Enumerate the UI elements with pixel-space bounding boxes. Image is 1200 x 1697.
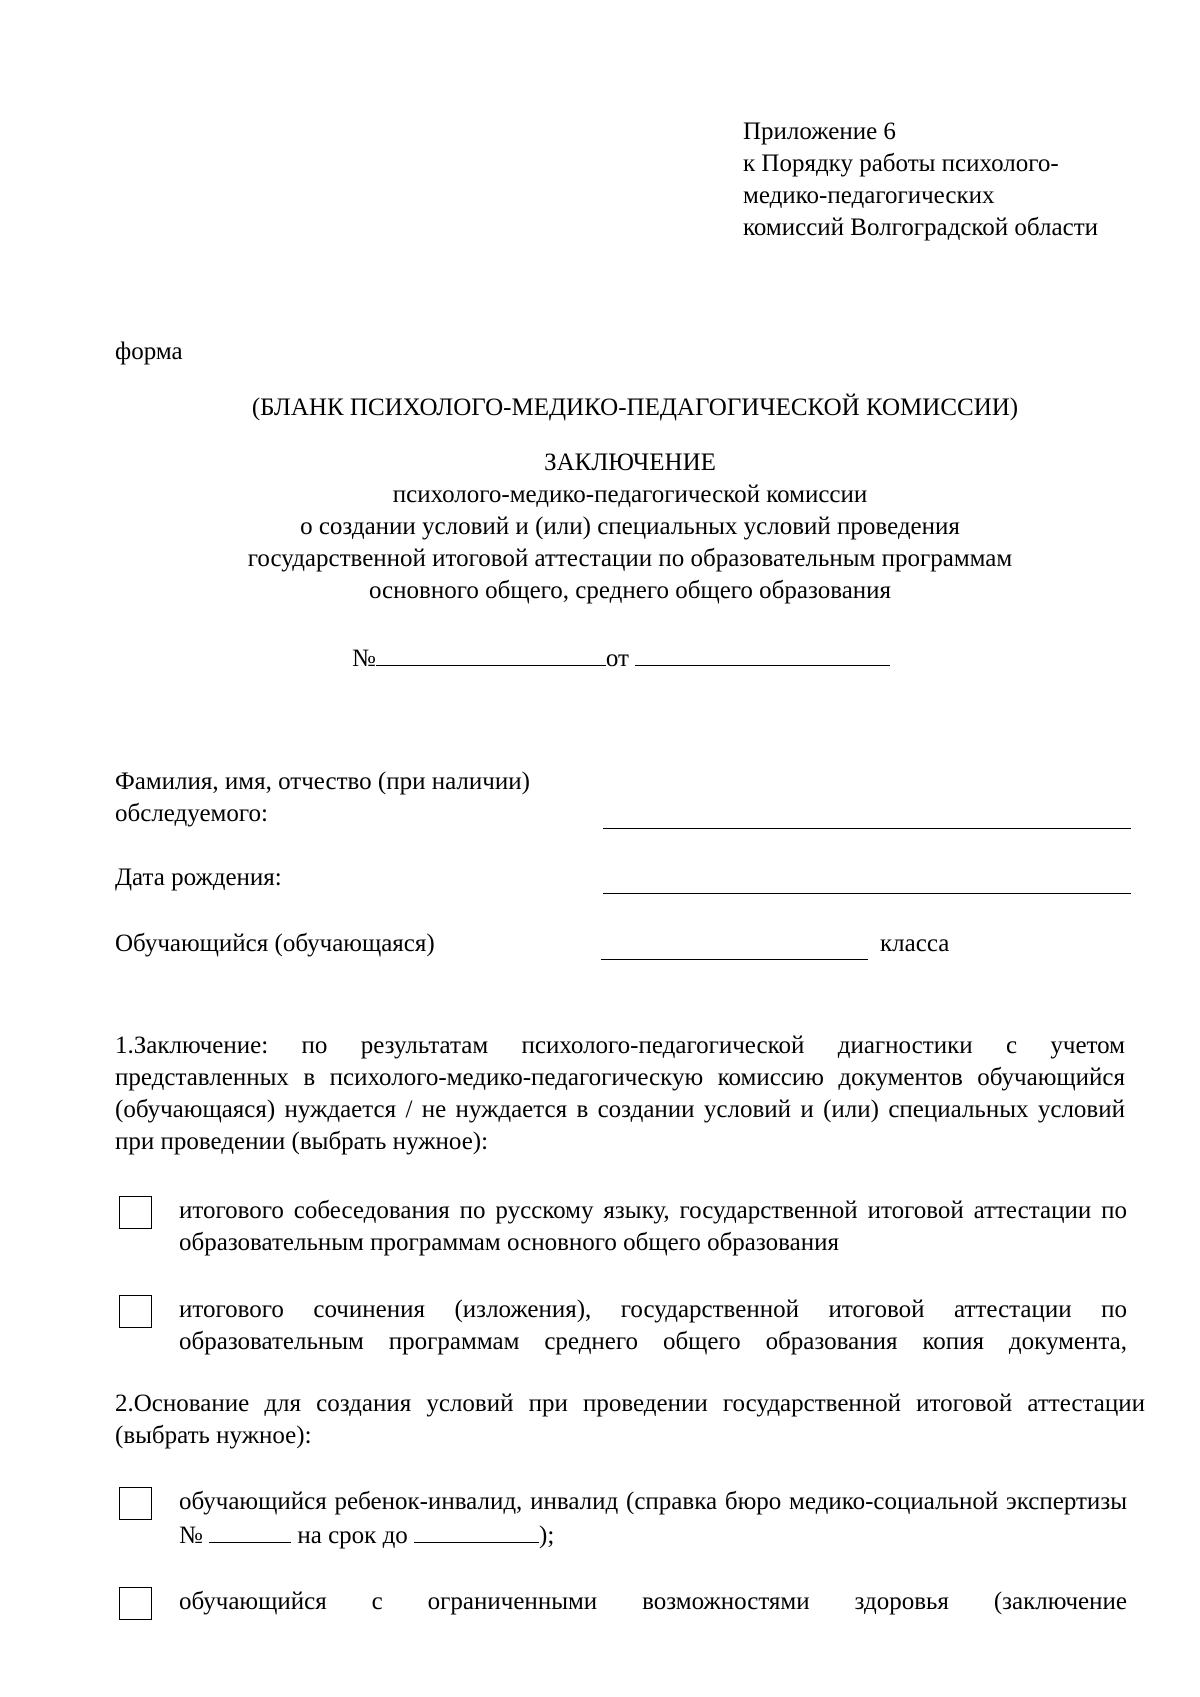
option-interview-checkbox[interactable]	[119, 1196, 152, 1229]
certificate-number-field[interactable]	[209, 1518, 291, 1543]
title-line: о создании условий и (или) специальных условий проведения	[300, 513, 960, 540]
birth-date-field[interactable]	[603, 893, 1131, 894]
appendix-line: комиссий Волгоградской области	[743, 214, 1098, 241]
from-word: от	[605, 645, 629, 672]
option-interview-text: итогового собеседования по русскому языку, государственной итоговой аттестации по образовательным программам основного общего образования	[179, 1197, 1127, 1256]
number-date-line	[352, 641, 890, 675]
title-line: государственной итоговой аттестации по образовательным программам	[247, 545, 1013, 572]
blank-header: (БЛАНК ПСИХОЛОГО-МЕДИКО-ПЕДАГОГИЧЕСКОЙ КОМИССИИ)	[251, 394, 1019, 421]
fio-label-line: обследуемого:	[115, 800, 268, 827]
appendix-note	[743, 116, 1183, 244]
appendix-line: Приложение 6	[743, 118, 896, 145]
number-sign: №	[352, 645, 376, 672]
title-line: психолого-медико-педагогической комиссии	[392, 481, 868, 508]
document-title	[80, 447, 1180, 607]
title-line: основного общего, среднего общего образования	[368, 577, 892, 604]
title-line: ЗАКЛЮЧЕНИЕ	[544, 449, 716, 476]
option-hia-text: обучающийся с ограниченными возможностями здоровья (заключение	[179, 1588, 1127, 1615]
option-disabled-part1: обучающийся ребенок-инвалид, инвалид (справка бюро медико-социальной экспертизы №	[179, 1488, 1127, 1549]
birth-date-label: Дата рождения:	[115, 864, 282, 891]
form-label: форма	[115, 338, 183, 365]
fio-label-line: Фамилия, имя, отчество (при наличии)	[115, 768, 530, 795]
class-field[interactable]	[601, 959, 868, 960]
number-blank-field[interactable]	[376, 641, 606, 666]
option-disabled-text	[179, 1486, 1127, 1552]
section2-text: 2.Основание для создания условий при проведении государственной итоговой аттестации (выбрать нужное):	[115, 1390, 1145, 1449]
section1-text: 1.Заключение: по результатам психолого-педагогической диагностики с учетом представленных в психолого-медико-педагогическую комиссию документов обучающийся (обучающаяся) нуждается / не нуждается в создании условий и (или) специальных условий при проведении (выбрать нужное):	[115, 1032, 1125, 1155]
fio-field[interactable]	[603, 828, 1131, 829]
option-hia-checkbox[interactable]	[119, 1587, 152, 1620]
valid-until-field[interactable]	[414, 1518, 539, 1543]
option-disabled-checkbox[interactable]	[119, 1487, 152, 1520]
class-word: класса	[880, 930, 950, 957]
student-label: Обучающийся (обучающаяся)	[115, 930, 435, 957]
date-blank-field[interactable]	[635, 641, 890, 666]
option-disabled-part2: на срок до	[297, 1522, 408, 1549]
option-essay-checkbox[interactable]	[119, 1295, 152, 1328]
appendix-line: медико-педагогических	[743, 182, 995, 209]
option-essay-text: итогового сочинения (изложения), государственной итоговой аттестации по образовательным программам среднего общего образования копия документа,	[179, 1296, 1127, 1355]
appendix-line: к Порядку работы психолого-	[743, 150, 1059, 177]
fio-label	[115, 766, 530, 830]
option-disabled-part3: );	[539, 1522, 555, 1549]
